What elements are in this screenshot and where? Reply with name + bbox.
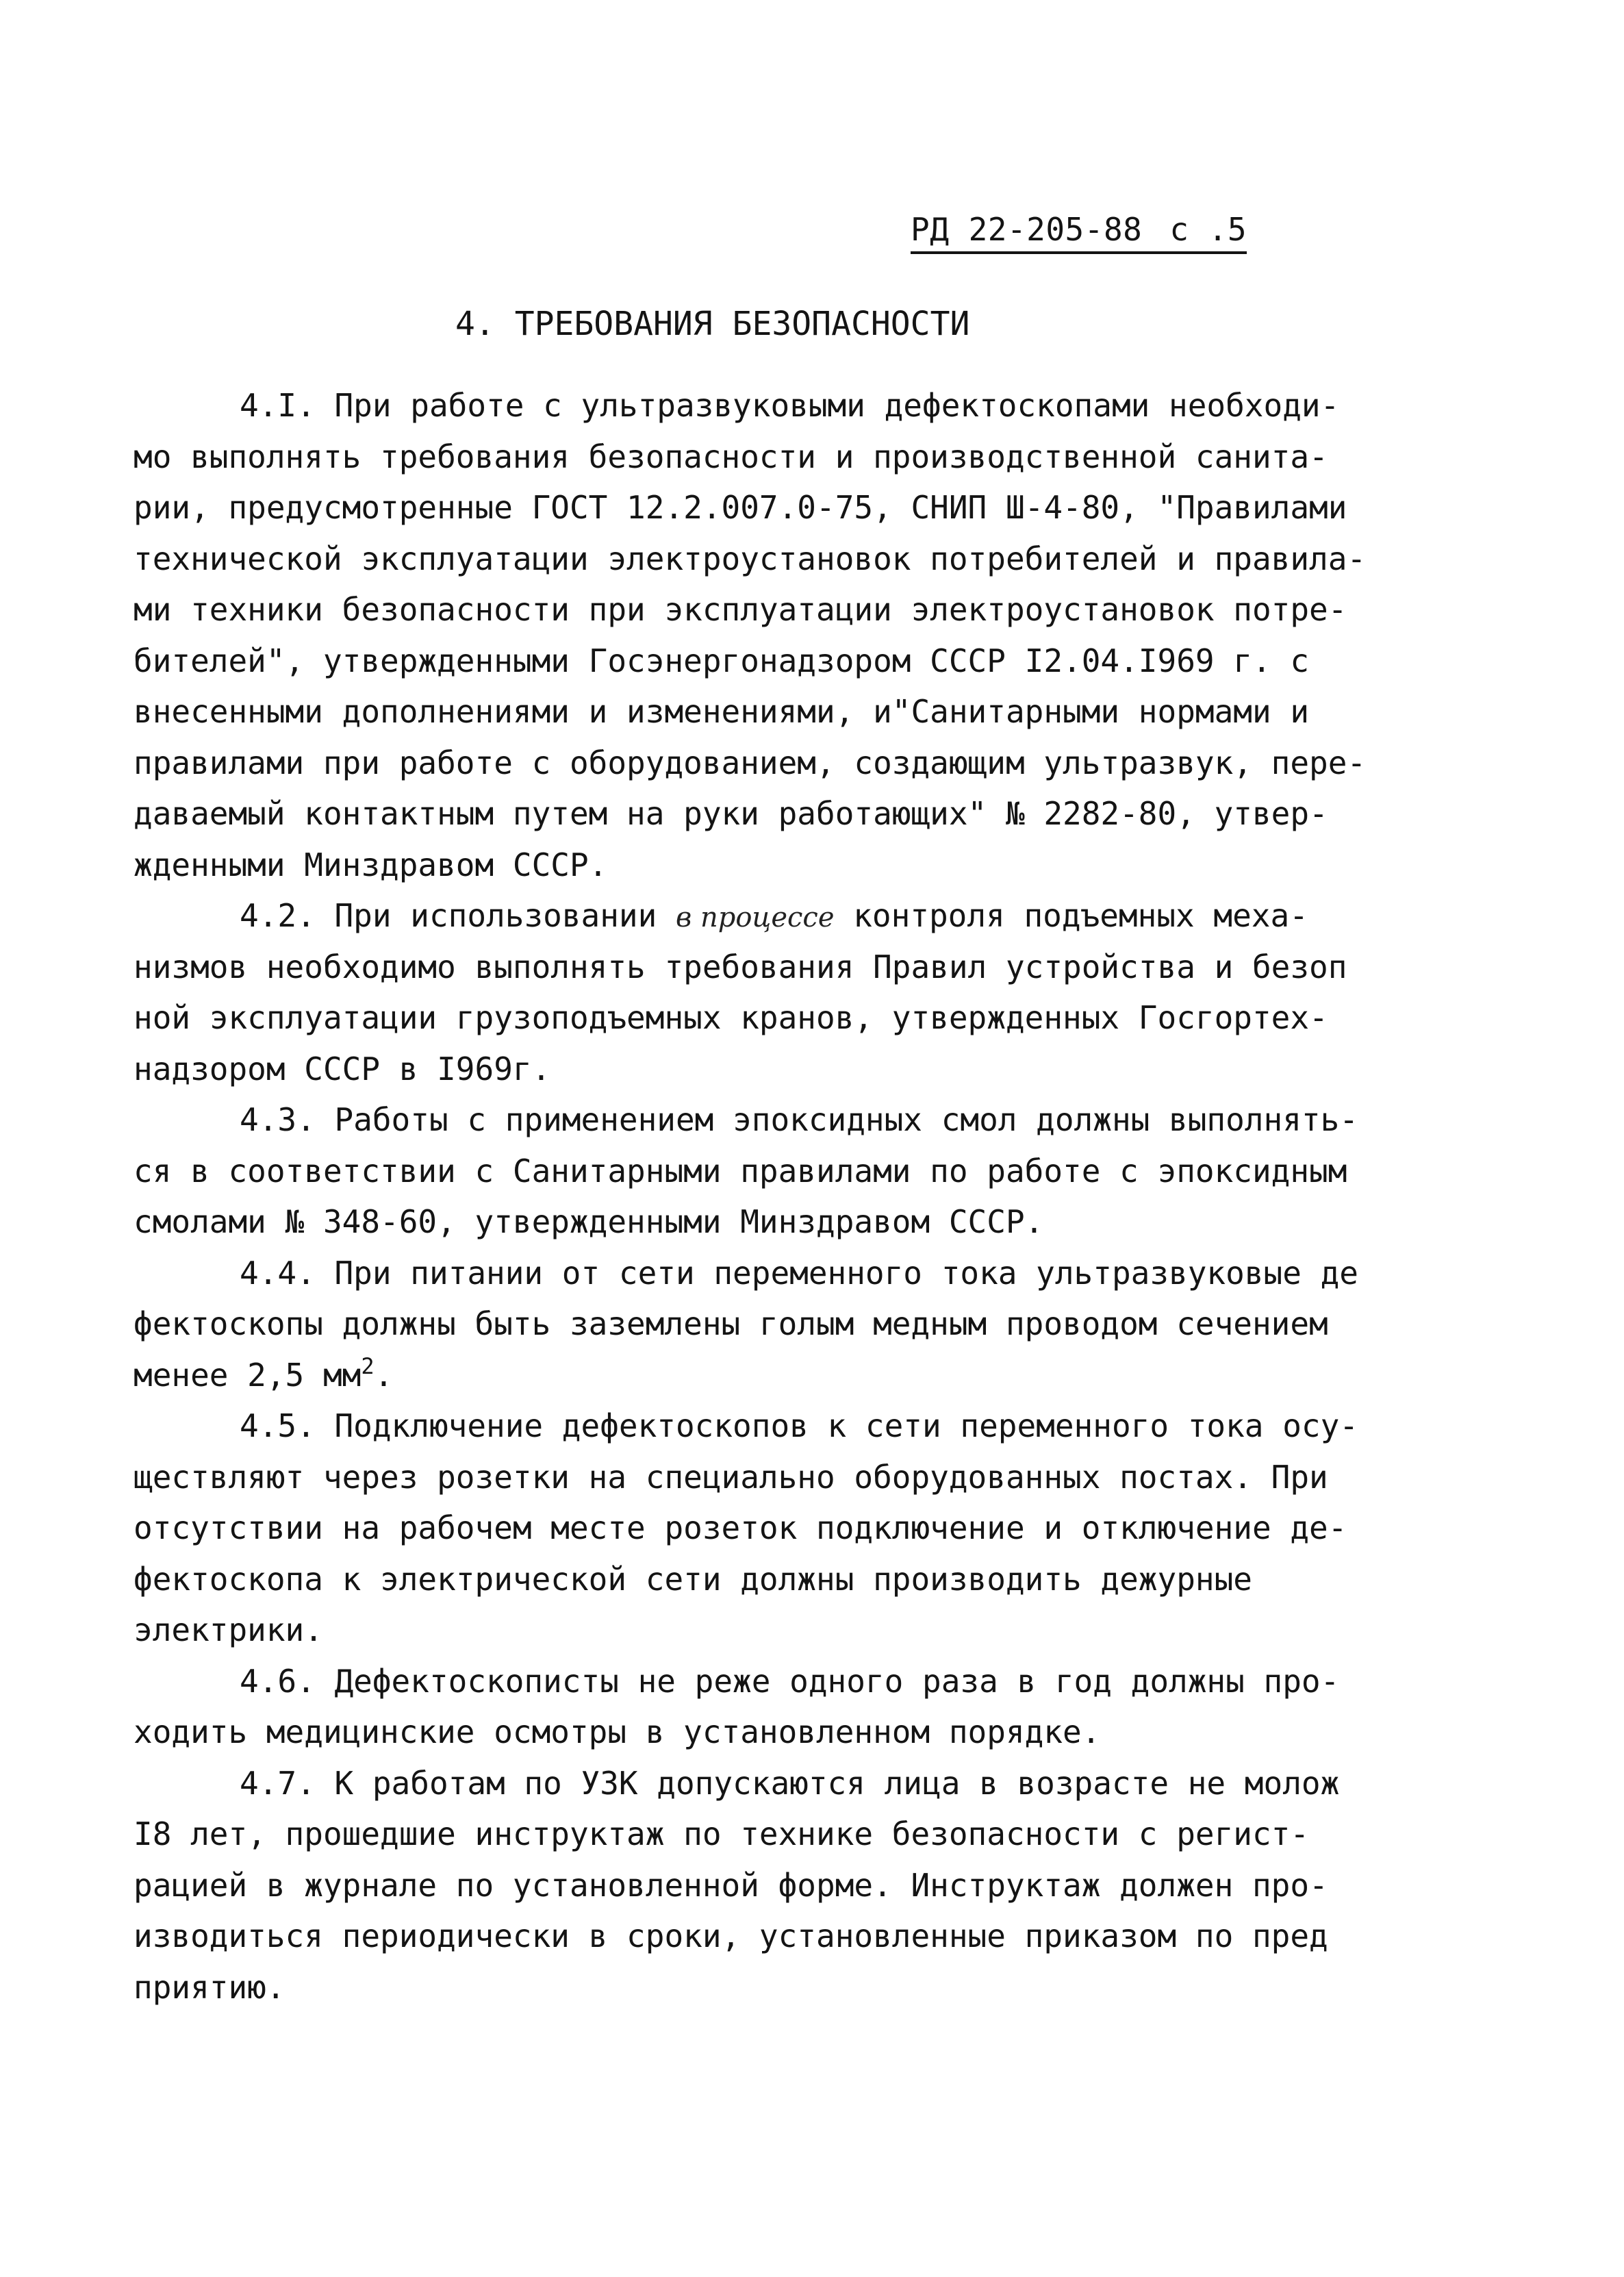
text-line: низмов необходимо выполнять требования Правил устройства и безоп	[134, 948, 1347, 985]
paragraph-4-6	[134, 1656, 1486, 1758]
text-line: жденными Минздравом СССР.	[134, 846, 608, 883]
text-line: приятию.	[134, 1968, 286, 2006]
text-line: 4.6. Дефектоскописты не реже одного раза в год должны про-	[240, 1662, 1340, 1700]
paragraph-4-5	[134, 1400, 1486, 1656]
text-line: 4.7. К работам по УЗК допускаются лица в возрасте не молож	[240, 1764, 1340, 1802]
section-title: 4. ТРЕБОВАНИЯ БЕЗОПАСНОСТИ	[455, 305, 970, 343]
document-body	[134, 380, 1486, 2013]
text-line: надзором СССР в I969г.	[134, 1050, 551, 1087]
text-line: правилами при работе с оборудованием, создающим ультразвук, пере-	[134, 744, 1367, 781]
text-line: бителей", утвержденными Госэнергонадзором СССР I2.04.I969 г. с	[134, 642, 1310, 679]
text-line: ся в соответствии с Санитарными правилами по работе с эпоксидным	[134, 1152, 1347, 1190]
text-line	[134, 890, 1486, 942]
text-line: 4.I. При работе с ультразвуковыми дефектоскопами необходи-	[240, 387, 1340, 424]
text-line: ми техники безопасности при эксплуатации электроустановок потре-	[134, 591, 1347, 628]
text-line: мо выполнять требования безопасности и производственной санита-	[134, 438, 1328, 475]
text-line: рии, предусмотренные ГОСТ 12.2.007.0-75, СНИП Ш-4-80, "Правилами	[134, 489, 1347, 526]
paragraph-4-2	[134, 890, 1486, 1094]
text-line: ной эксплуатации грузоподъемных кранов, утвержденных Госгортех-	[134, 999, 1328, 1036]
text-line: электрики.	[134, 1611, 323, 1648]
text-line: фектоскопы должны быть заземлены голым медным проводом сечением	[134, 1305, 1328, 1342]
text-line: отсутствии на рабочем месте розеток подключение и отключение де-	[134, 1509, 1347, 1546]
text-line: смолами № 348-60, утвержденными Минздравом СССР.	[134, 1203, 1044, 1240]
text-line: ществляют через розетки на специально оборудованных постах. При	[134, 1458, 1328, 1496]
text-line: 4.4. При питании от сети переменного тока ультразвуковые де	[240, 1254, 1358, 1292]
document-reference	[911, 209, 1247, 254]
page-number: с .5	[1169, 211, 1247, 248]
superscript: 2	[361, 1353, 375, 1379]
paragraph-4-7	[134, 1758, 1486, 2013]
text-line: даваемый контактным путем на руки работающих" № 2282-80, утвер-	[134, 795, 1328, 832]
text-line: 4.3. Работы с применением эпоксидных смол должны выполнять-	[240, 1101, 1358, 1138]
text-segment: 4.2. При использовании	[240, 897, 657, 934]
document-code: РД 22-205-88	[911, 211, 1143, 248]
text-line: рацией в журнале по установленной форме. Инструктаж должен про-	[134, 1866, 1328, 1904]
text-segment: .	[374, 1356, 394, 1394]
text-line: технической эксплуатации электроустановок потребителей и правила-	[134, 540, 1367, 577]
text-line: изводиться периодически в сроки, установленные приказом по пред	[134, 1917, 1328, 1954]
text-line: I8 лет, прошедшие инструктаж по технике безопасности с регист-	[134, 1815, 1310, 1852]
paragraph-4-3	[134, 1094, 1486, 1248]
text-line: внесенными дополнениями и изменениями, и"Санитарными нормами и	[134, 693, 1310, 730]
paragraph-4-4	[134, 1248, 1486, 1401]
paragraph-4-1	[134, 380, 1486, 890]
text-line: 4.5. Подключение дефектоскопов к сети переменного тока осу-	[240, 1407, 1358, 1444]
text-segment: контроля подъемных меха-	[853, 897, 1308, 934]
text-line: фектоскопа к электрической сети должны производить дежурные	[134, 1560, 1252, 1598]
text-line: ходить медицинские осмотры в установленном порядке.	[134, 1713, 1101, 1750]
handwritten-insertion: в процессе	[675, 902, 835, 933]
text-line	[134, 1350, 1486, 1401]
text-segment: менее 2,5 мм	[134, 1356, 361, 1394]
